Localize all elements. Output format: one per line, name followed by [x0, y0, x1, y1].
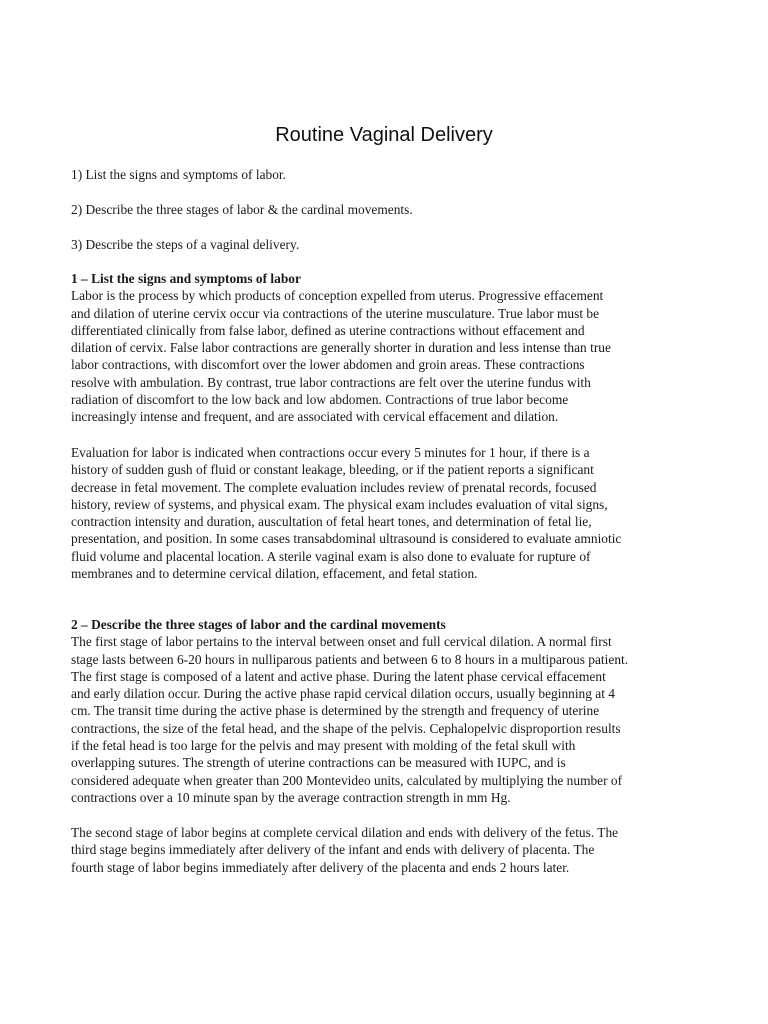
text-line: increasingly intense and frequent, and are associated with cervical effacement and dilation.	[71, 409, 559, 425]
text-line: overlapping sutures. The strength of uterine contractions can be measured with IUPC, and is	[71, 755, 566, 771]
text-line: dilation of cervix. False labor contractions are generally shorter in duration and less intense than true	[71, 340, 611, 356]
section-1-paragraph-1	[71, 287, 711, 425]
section-1-heading: 1 – List the signs and symptoms of labor	[71, 271, 301, 286]
text-line: and early dilation occur. During the active phase rapid cervical dilation occurs, usually beginning at 4	[71, 686, 616, 702]
objective-1	[71, 166, 711, 183]
text-line: fourth stage of labor begins immediately after delivery of the placenta and ends 2 hours later.	[71, 859, 570, 875]
section-2-paragraph-1	[71, 633, 711, 806]
text-line: history, review of systems, and physical exam. The physical exam includes evaluation of vital signs,	[71, 496, 608, 512]
objective-text: 3) Describe the steps of a vaginal delivery.	[71, 237, 300, 252]
text-line: radiation of discomfort to the low back and low abdomen. Contractions of true labor become	[71, 392, 569, 408]
text-line: The first stage is composed of a latent and active phase. During the latent phase cervical effacement	[71, 668, 606, 684]
section-1-paragraph-2	[71, 444, 711, 582]
text-line: and dilation of uterine cervix occur via contractions of the uterine musculature. True labor must be	[71, 305, 600, 321]
text-line: labor contractions, with discomfort over the lower abdomen and groin areas. These contractions	[71, 357, 585, 373]
text-line: if the fetal head is too large for the pelvis and may present with molding of the fetal skull with	[71, 738, 576, 754]
text-line: The first stage of labor pertains to the interval between onset and full cervical dilation. A normal first	[71, 634, 612, 650]
text-line: decrease in fetal movement. The complete evaluation includes review of prenatal records, focused	[71, 479, 597, 495]
text-line: contraction intensity and duration, auscultation of fetal heart tones, and determination of fetal lie,	[71, 514, 592, 530]
text-line: history of sudden gush of fluid or constant leakage, bleeding, or if the patient reports a significant	[71, 462, 594, 478]
text-line: Evaluation for labor is indicated when contractions occur every 5 minutes for 1 hour, if there is a	[71, 445, 590, 460]
text-line: third stage begins immediately after delivery of the infant and ends with delivery of placenta. The	[71, 842, 595, 858]
text-line: considered adequate when greater than 200 Montevideo units, calculated by multiplying the number of	[71, 772, 623, 788]
objective-2	[71, 201, 711, 218]
section-2	[71, 616, 711, 806]
text-line: fluid volume and placental location. A sterile vaginal exam is also done to evaluate for rupture of	[71, 548, 591, 564]
document-title: Routine Vaginal Delivery	[275, 124, 493, 146]
objective-3	[71, 236, 711, 253]
section-2-paragraph-2	[71, 824, 711, 876]
text-line: The second stage of labor begins at complete cervical dilation and ends with delivery of the fetus. The	[71, 825, 619, 840]
objective-text: 1) List the signs and symptoms of labor.	[71, 167, 286, 182]
text-line: presentation, and position. In some cases transabdominal ultrasound is considered to evaluate amniotic	[71, 531, 622, 547]
text-line: contractions, the size of the fetal head, and the shape of the pelvis. Cephalopelvic disproportion results	[71, 720, 621, 736]
text-line: Labor is the process by which products of conception expelled from uterus. Progressive effacement	[71, 288, 604, 304]
text-line: resolve with ambulation. By contrast, true labor contractions are felt over the uterine fundus with	[71, 374, 591, 390]
text-line: cm. The transit time during the active phase is determined by the strength and frequency of uterine	[71, 703, 600, 719]
text-line: contractions over a 10 minute span by the average contraction strength in mm Hg.	[71, 789, 511, 805]
section-2-heading: 2 – Describe the three stages of labor and the cardinal movements	[71, 617, 446, 632]
section-1	[71, 270, 711, 426]
text-line: differentiated clinically from false labor, defined as uterine contractions without effacement and	[71, 322, 585, 338]
objective-text: 2) Describe the three stages of labor & the cardinal movements.	[71, 202, 413, 217]
text-line: stage lasts between 6-20 hours in nulliparous patients and between 6 to 8 hours in a multiparous patient.	[71, 651, 629, 667]
text-line: membranes and to determine cervical dilation, effacement, and fetal station.	[71, 566, 478, 582]
